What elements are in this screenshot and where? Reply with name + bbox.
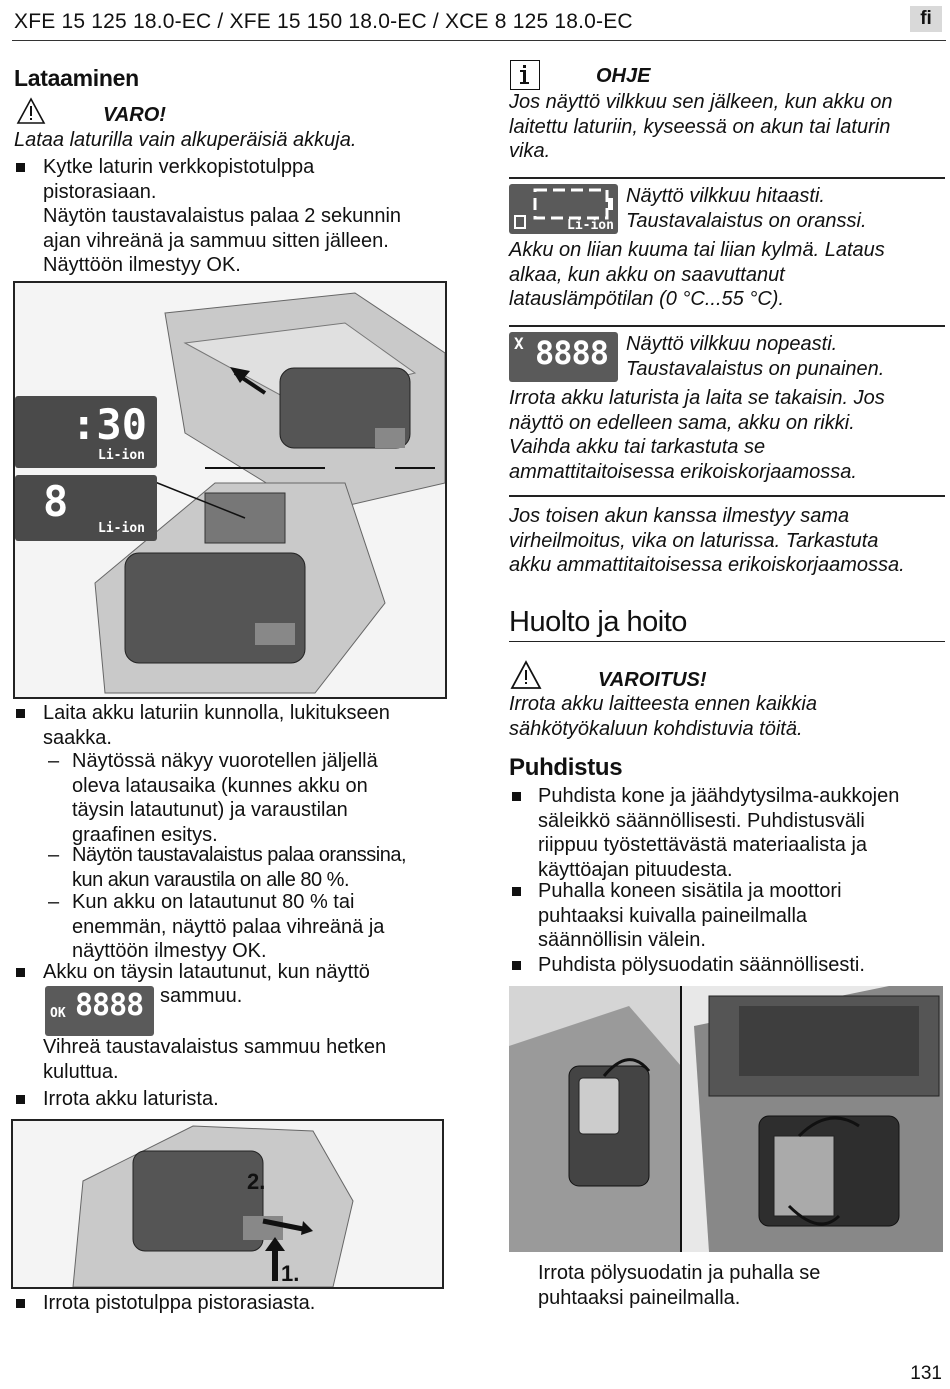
step-unplug: Irrota pistotulppa pistorasiasta. [43,1292,316,1314]
sub-heading-cleaning: Puhdistus [509,754,623,781]
fast-blink-explanation: Irrota akku laturista ja laita se takaisin. Jos näyttö on edelleen sama, akku on rikki. Vaihda akku tai tarkastuta se ammattitaitoisessa erikoiskorjaamossa. [509,387,885,483]
page-header-title: XFE 15 125 18.0-EC / XFE 15 150 18.0-EC / XCE 8 125 18.0-EC [14,10,633,33]
figure-caption-dust-filter: Irrota pölysuodatin ja puhalla se puhtaaksi paineilmalla. [538,1262,821,1309]
ok-display-icon: OK 8888 [45,986,154,1036]
charger-fault-explanation: Jos toisen akun kanssa ilmestyy sama virheilmoitus, vika on laturissa. Tarkastuta akku ammattitaitoisessa erikoiskorjaamossa. [509,505,905,576]
substep-orange-backlight: Näytön taustavalaistus palaa oranssina, kun akun varaustila on alle 80 %. [72,844,407,891]
note-label: OHJE [596,65,651,87]
warning-icon [510,660,542,695]
caution-icon [16,97,46,130]
step-connect-plug: Kytke laturin verkkopistotulppa pistorasiaan. Näytön taustavalaistus palaa 2 sekunnin ajan vihreänä ja sammuu sitten jälleen. Näyttöön ilmestyy OK. [43,156,402,276]
figure-step-label-2: 2. [247,1169,266,1194]
note-text: Jos näyttö vilkkuu sen jälkeen, kun akku on laitettu laturiin, kyseessä on akun tai laturin vika. [509,91,893,162]
warning-text: Irrota akku laitteesta ennen kaikkia sähkötyökaluun kohdistuvia töitä. [509,693,817,740]
substep-display-alternates: Näytössä näkyy vuorotellen jäljellä oleva latausaika (kunnes akku on täysin latautunut) ja varaustilan graafinen esitys. [72,750,378,846]
section-heading-maintenance: Huolto ja hoito [509,606,687,638]
cleaning-step-vents: Puhdista kone ja jäähdytysilma-aukkojen säleikkö säännöllisesti. Puhdistusväli riippuu työstettävästä materiaalista ja käyttöajan pituudesta. [538,785,900,881]
green-backlight-note: Vihreä taustavalaistus sammuu hetken kuluttua. [43,1036,387,1083]
lcd-display-time: :30 Li-ion [15,396,157,468]
display-slow-blink-icon: Li-ion [509,184,618,234]
slow-blink-status: Näyttö vilkkuu hitaasti. Taustavalaistus on oranssi. [626,185,867,232]
fast-blink-status: Näyttö vilkkuu nopeasti. Taustavalaistus on punainen. [626,333,885,380]
bullet [16,709,25,718]
dust-filter-illustration [509,986,943,1252]
cleaning-step-dust-filter: Puhdista pölysuodatin säännöllisesti. [538,954,865,976]
divider [509,177,945,179]
figure-charger-insert [13,281,447,699]
figure-step-label-1: 1. [281,1261,300,1286]
lcd-display-charge: 8 Li-ion [15,475,157,541]
language-badge: fi [910,6,942,32]
section-heading-charging: Lataaminen [14,65,139,91]
slow-blink-explanation: Akku on liian kuuma tai liian kylmä. Lataus alkaa, kun akku on saavuttanut latauslämpötilan (0 °C...55 °C). [509,239,885,310]
bullet [512,961,521,970]
cleaning-step-compressed-air: Puhalla koneen sisätila ja moottori puhtaaksi kuivalla paineilmalla säännöllisin välein. [538,880,842,951]
step-fully-charged: Akku on täysin latautunut, kun näyttö [43,961,370,983]
figure-remove-battery [11,1119,444,1289]
step-remove-battery: Irrota akku laturista. [43,1088,219,1110]
warning-label: VAROITUS! [598,669,707,691]
bullet [512,887,521,896]
page-number: 131 [910,1363,942,1384]
bullet [16,163,25,172]
divider [509,641,945,642]
header-rule [12,40,946,41]
dash: – [48,750,60,772]
remove-battery-illustration [13,1121,442,1287]
caution-text: Lataa laturilla vain alkuperäisiä akkuja. [14,129,357,151]
display-fast-blink-icon: X 8888 [509,332,618,382]
step-fully-charged-end: sammuu. [160,985,243,1007]
step-insert-battery: Laita akku laturiin kunnolla, lukitukseen saakka. [43,702,390,749]
bullet [16,1095,25,1104]
dash: – [48,844,60,866]
dash: – [48,891,60,913]
divider [509,325,945,327]
bullet [512,792,521,801]
caution-label: VARO! [103,104,166,126]
bullet [16,968,25,977]
info-icon [510,60,540,90]
bullet [16,1299,25,1308]
substep-green-ok: Kun akku on latautunut 80 % tai enemmän, näyttö palaa vihreänä ja näyttöön ilmestyy OK. [72,891,385,962]
divider [509,495,945,497]
figure-dust-filter [509,986,943,1252]
